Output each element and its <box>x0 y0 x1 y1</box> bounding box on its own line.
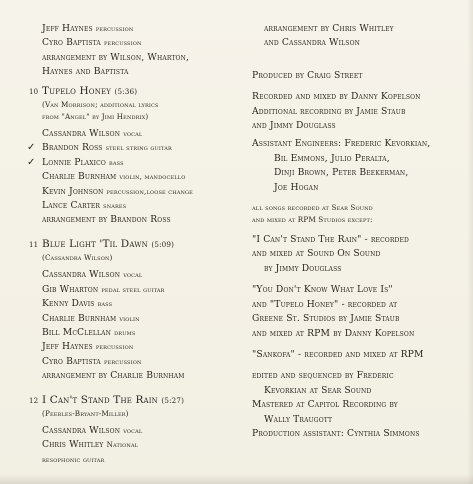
recording-credit: Recorded and mixed by Danny Kopelson <box>252 91 421 103</box>
checkmark-icon: ✓ <box>27 142 36 154</box>
track-title: 12 I Can't Stand The Rain (5:27) <box>30 393 235 408</box>
composer-credit: (Peebles-Bryant-Miller) <box>42 408 129 418</box>
credit-line: Charlie Burnham violin <box>42 312 140 324</box>
composer-credit: from "Angel" by Jimi Hendrix) <box>42 112 149 122</box>
track-number: 12 <box>29 396 39 405</box>
credit-line: ✓ Lonnie Plaxico bass <box>30 156 235 170</box>
arrangement-line: arrangement by Brandon Ross <box>42 214 171 226</box>
composer-credit: (Van Morrison; additional lyrics <box>42 100 159 110</box>
credit-line: Chris Whitley National <box>42 439 139 451</box>
exception-note: by Jimmy Douglass <box>264 262 342 274</box>
left-column <box>27 22 235 467</box>
exception-note: "You Don't Know What Love Is" <box>252 284 393 296</box>
arrangement-line: arrangement by Chris Whitley <box>264 23 394 34</box>
track-title: 11 Blue Light 'Til Dawn (5:09) <box>30 237 235 252</box>
mastering-credit: Mastered at Capitol Recording by <box>252 399 398 411</box>
credit-line: Bill McClellan drums <box>42 326 136 338</box>
studio-note: all songs recorded at Sear Sound <box>252 203 373 213</box>
assistant-engineers: Assistant Engineers: Frederic Kevorkian, <box>252 138 431 150</box>
track-title: 10 Tupelo Honey (5:36) <box>30 84 235 99</box>
credit-line: Jeff Haynes percussion <box>42 341 134 353</box>
production-assistant: Production assistant: Cynthia Simmons <box>252 427 420 439</box>
credit-line: Gib Wharton pedal steel guitar <box>42 283 165 295</box>
exception-note: and mixed at Sound On Sound <box>252 248 381 260</box>
studio-note: and mixed at RPM Studios except: <box>252 215 373 225</box>
track-number: 10 <box>29 87 39 96</box>
exception-note: and mixed at RPM by Danny Kopelson <box>252 327 415 339</box>
right-column <box>252 22 464 441</box>
exception-note: Greene St. Studios by Jamie Staub <box>252 313 400 325</box>
page-bottom-shadow <box>0 474 473 484</box>
arrangement-line: arrangement by Charlie Burnham <box>42 370 185 382</box>
assistant-engineers: Dinji Brown, Peter Beekerman, <box>274 167 409 179</box>
page-edge-shadow <box>467 0 473 484</box>
credit-line: Cyro Baptista percussion <box>42 355 142 367</box>
mastering-credit: Wally Traugott <box>264 413 333 425</box>
assistant-engineers: Joe Hogan <box>274 181 319 193</box>
editing-credit: Kevorkian at Sear Sound <box>264 384 372 396</box>
exception-note: and "Tupelo Honey" - recorded at <box>252 298 398 310</box>
track-number: 11 <box>29 240 39 249</box>
credit-line: Cassandra Wilson vocal <box>42 424 143 436</box>
credit-line-continued: resophonic guitar <box>42 454 105 464</box>
credit-line: Kevin Johnson percussion,loose change <box>42 185 193 197</box>
producer-credit: Produced by Craig Street <box>252 69 363 81</box>
credit-line: Cassandra Wilson vocal <box>42 128 143 140</box>
recording-credit: and Jimmy Douglass <box>252 120 336 132</box>
credit-line: Kenny Davis bass <box>42 298 113 310</box>
credit-line: Jeff Haynes percussion <box>42 23 134 34</box>
arrangement-line: Haynes and Baptista <box>42 66 129 78</box>
credit-line: Cyro Baptista percussion <box>42 37 142 49</box>
editing-credit: edited and sequenced by Frederic <box>252 370 394 382</box>
exception-note: "I Can't Stand The Rain" - recorded <box>252 234 409 246</box>
arrangement-line: arrangement by Wilson, Wharton, <box>42 51 190 63</box>
recording-credit: Additional recording by Jamie Staub <box>252 105 406 117</box>
credit-line: Cassandra Wilson vocal <box>42 269 143 281</box>
credit-line: Lance Carter snares <box>42 200 127 212</box>
exception-note: "Sankofa" - recorded and mixed at RPM <box>252 348 424 360</box>
composer-credit: (Cassandra Wilson) <box>42 253 113 263</box>
arrangement-line: and Cassandra Wilson <box>264 37 361 49</box>
checkmark-icon: ✓ <box>27 156 36 168</box>
assistant-engineers: Bil Emmons, Julio Peralta, <box>274 152 390 164</box>
credit-line: ✓ Brandon Ross steel string guitar <box>30 141 235 155</box>
credit-line: Charlie Burnham violin, mandocello <box>42 171 186 183</box>
